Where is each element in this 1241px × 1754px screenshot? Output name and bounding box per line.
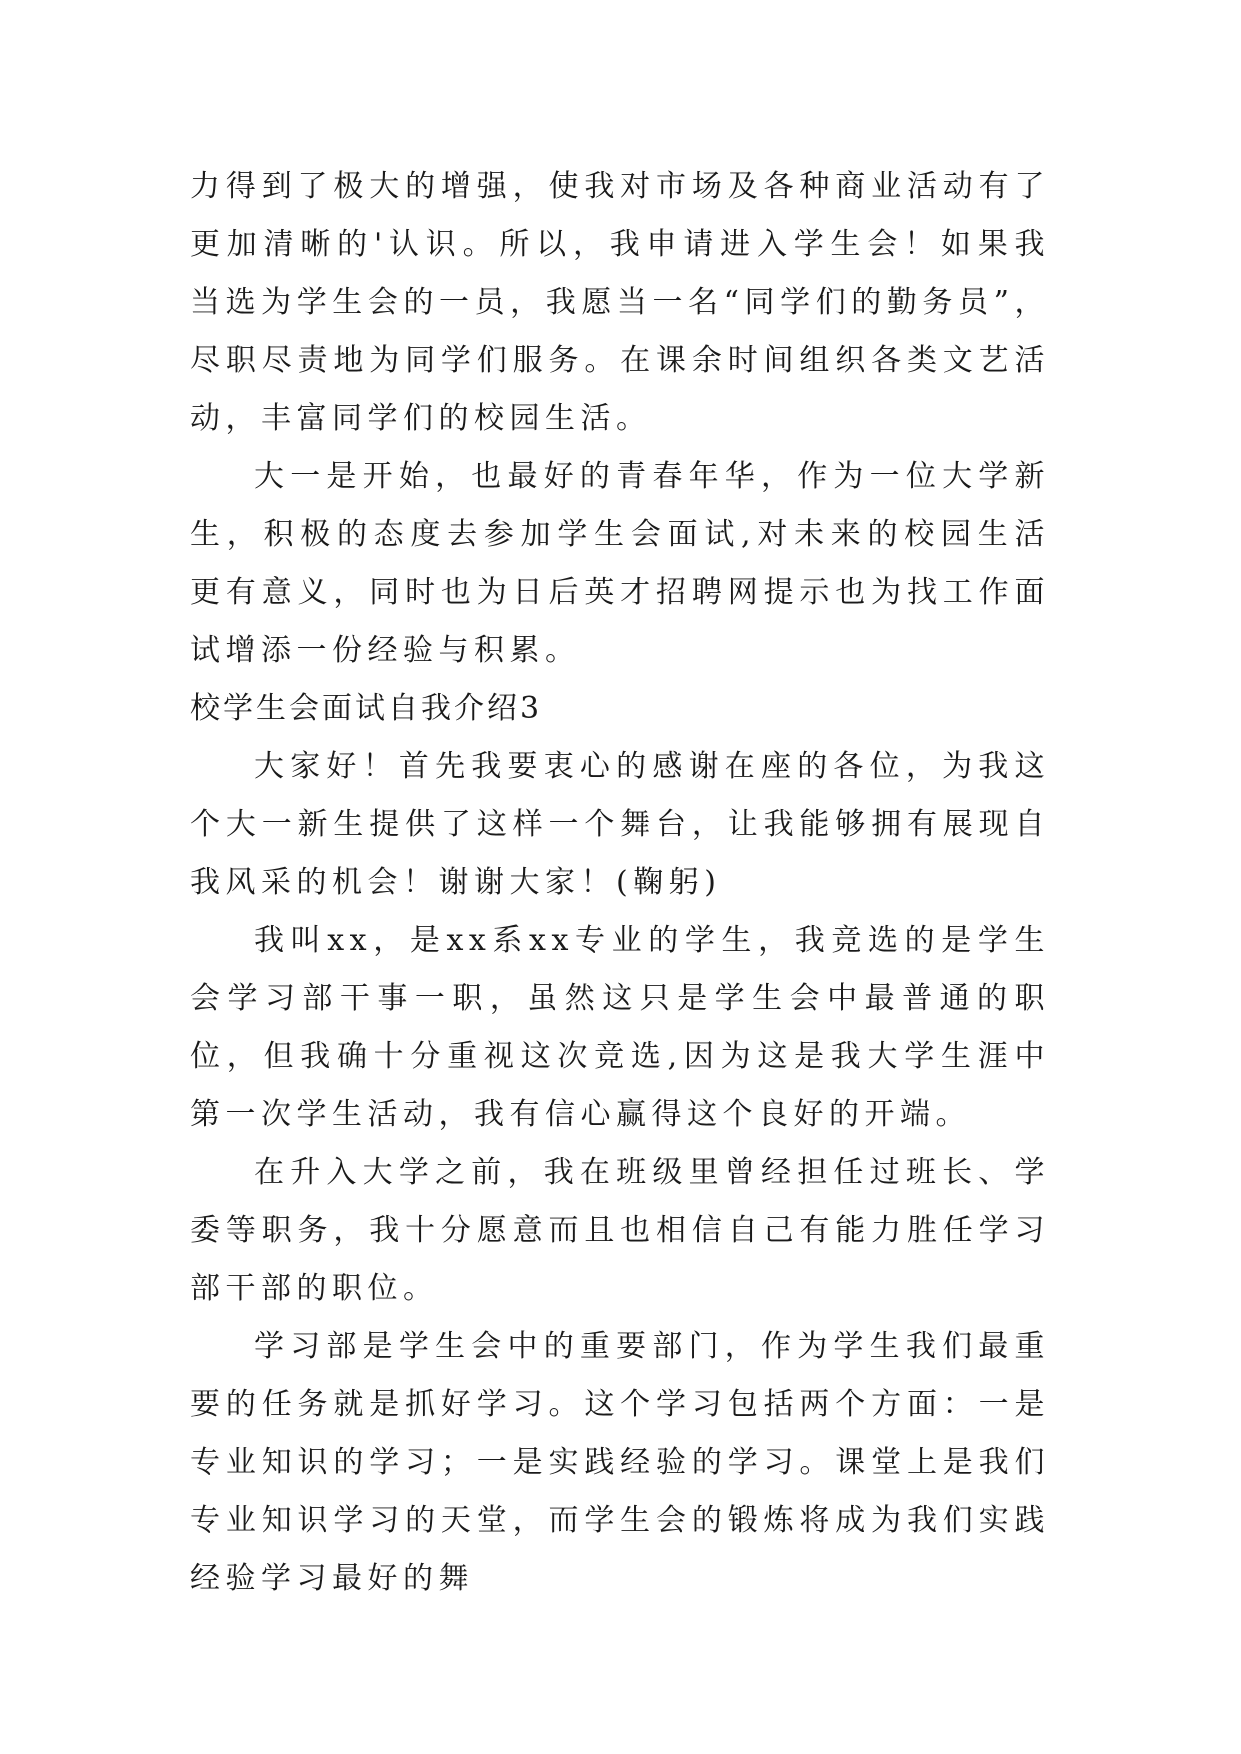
document-body: [190, 158, 1050, 1608]
section-heading: 校学生会面试自我介绍3: [190, 691, 543, 726]
paragraph: 学习部是学生会中的重要部门，作为学生我们最重要的任务就是抓好学习。这个学习包括两个方面：一是专业知识的学习；一是实践经验的学习。课堂上是我们专业知识学习的天堂，而学生会的锻炼将成为我们实践经验学习最好的舞: [190, 1329, 1050, 1596]
paragraph: 在升入大学之前，我在班级里曾经担任过班长、学委等职务，我十分愿意而且也相信自己有能力胜任学习部干部的职位。: [190, 1155, 1050, 1306]
paragraph: 我叫xx，是xx系xx专业的学生，我竞选的是学生会学习部干事一职，虽然这只是学生会中最普通的职位，但我确十分重视这次竞选,因为这是我大学生涯中第一次学生活动，我有信心赢得这个良好的开端。: [190, 923, 1050, 1132]
paragraph: 大家好！首先我要衷心的感谢在座的各位，为我这个大一新生提供了这样一个舞台，让我能够拥有展现自我风采的机会！谢谢大家！(鞠躬): [190, 749, 1050, 900]
paragraph-continued: 力得到了极大的增强，使我对市场及各种商业活动有了更加清晰的'认识。所以，我申请进入学生会！如果我当选为学生会的一员，我愿当一名“同学们的勤务员”，尽职尽责地为同学们服务。在课余时间组织各类文艺活动，丰富同学们的校园生活。: [190, 169, 1050, 436]
paragraph: 大一是开始，也最好的青春年华，作为一位大学新生，积极的态度去参加学生会面试,对未来的校园生活更有意义，同时也为日后英才招聘网提示也为找工作面试增添一份经验与积累。: [190, 459, 1050, 668]
